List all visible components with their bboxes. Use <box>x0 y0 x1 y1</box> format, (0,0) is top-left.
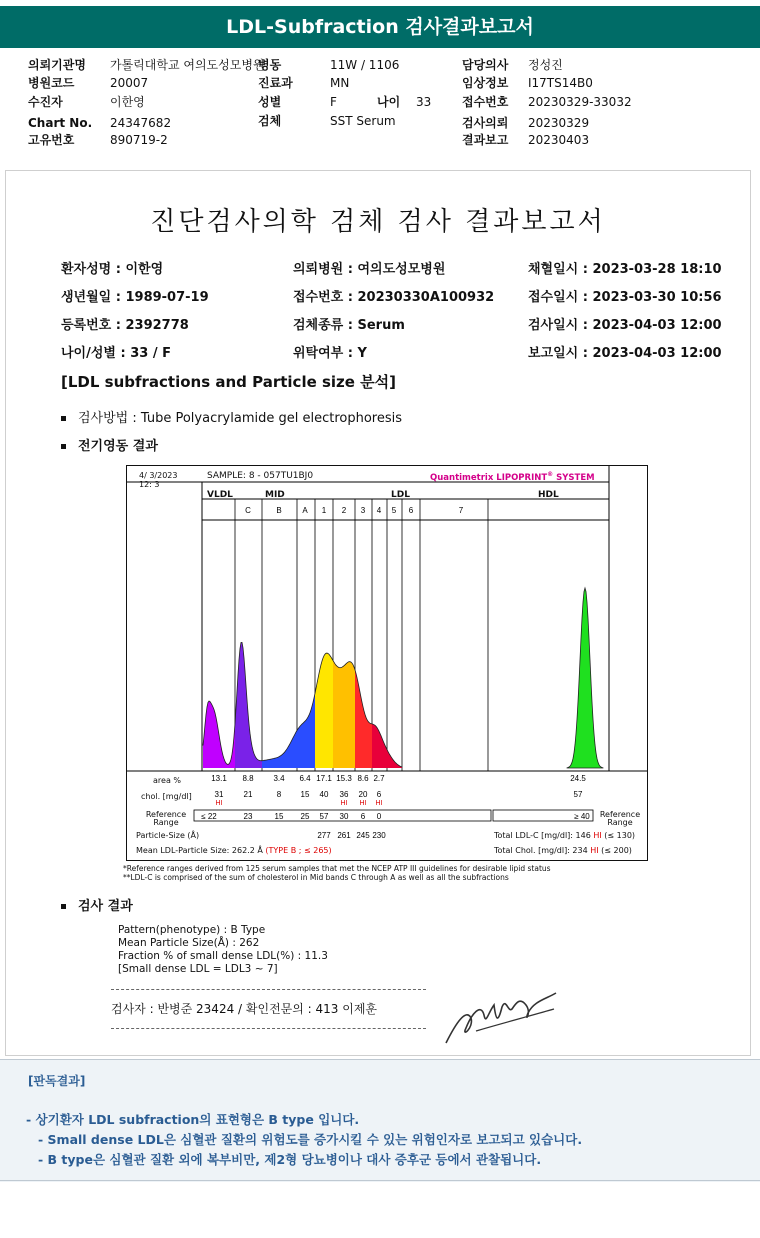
request-label: 검사의뢰 <box>462 116 509 130</box>
electrophoresis-chart <box>126 465 648 861</box>
bullet-icon <box>61 416 66 421</box>
chart-date: 4/ 3/2023 <box>139 471 178 480</box>
hospital-label: 의뢰기관명 <box>28 58 86 72</box>
result-line-1: Pattern(phenotype) : B Type <box>118 924 266 936</box>
result-title: 검사 결과 <box>78 899 133 914</box>
chart-svg <box>127 466 647 860</box>
group-vldl: VLDL <box>207 490 233 500</box>
row-label-chol: chol. [mg/dl] <box>141 792 192 801</box>
chol-value: 36 <box>339 790 349 799</box>
clinical-label: 임상정보 <box>462 76 509 90</box>
test-datetime: 검사일시 : 2023-04-03 12:00 <box>528 318 722 333</box>
chol-value: 21 <box>243 790 253 799</box>
area-value: 8.6 <box>357 774 369 783</box>
doctor-label: 담당의사 <box>462 58 509 72</box>
clinical-value: I17TS14B0 <box>528 76 593 90</box>
code-label: 병원코드 <box>28 76 75 90</box>
area-value: 2.7 <box>373 774 385 783</box>
receipt-value: 20230329-33032 <box>528 95 632 109</box>
ref-value: 15 <box>274 812 284 821</box>
sex-label: 성별 <box>258 95 282 109</box>
dept-value: MN <box>330 76 350 90</box>
row-label-size: Particle-Size (Å) <box>136 831 200 840</box>
bullet-icon <box>61 904 66 909</box>
fraction-area-4 <box>315 653 333 768</box>
band-label-C: C <box>245 506 251 515</box>
specimen-label: 검체 <box>258 114 282 128</box>
electro-title: 전기영동 결과 <box>78 439 158 454</box>
signature-image <box>436 983 566 1053</box>
ref-value: 30 <box>339 812 349 821</box>
report-datetime: 보고일시 : 2023-04-03 12:00 <box>528 346 722 361</box>
group-hdl: HDL <box>538 490 559 500</box>
sex-value: F <box>330 95 337 109</box>
total-chol <box>494 846 632 855</box>
ward-value: 11W / 1106 <box>330 58 400 72</box>
chol-value: 8 <box>276 790 282 799</box>
chol-value: 40 <box>319 790 329 799</box>
interpretation-panel <box>0 1060 760 1182</box>
chol-value: 31 <box>214 790 224 799</box>
receipt-label: 접수번호 <box>462 95 509 109</box>
brand-name: Quantimetrix LIPOPRINT <box>430 472 548 483</box>
referring-hospital: 의뢰병원 : 여의도성모병원 <box>293 262 446 277</box>
collection-datetime: 채혈일시 : 2023-03-28 18:10 <box>528 262 722 277</box>
method-text: 검사방법 : Tube Polyacrylamide gel electrophoresis <box>78 411 403 426</box>
ref-value: 6 <box>360 812 366 821</box>
band-label-6: 6 <box>408 506 414 515</box>
patient-label: 수진자 <box>28 95 63 109</box>
band-label-B: B <box>276 506 282 515</box>
brand-tail: SYSTEM <box>553 472 595 483</box>
ref-value: 23 <box>243 812 253 821</box>
chart-sample: SAMPLE: 8 - 057TU1BJ0 <box>207 471 314 481</box>
chart-label: Chart No. <box>28 116 93 130</box>
particle-size-value: 261 <box>337 831 351 840</box>
hi-flag: HI <box>359 800 367 807</box>
area-value: 3.4 <box>273 774 285 783</box>
accession-number: 접수번호 : 20230330A100932 <box>293 290 495 305</box>
registration-number: 등록번호 : 2392778 <box>61 318 189 333</box>
ref-value: ≥ 40 <box>574 812 590 821</box>
birth-date: 생년월일 : 1989-07-19 <box>61 290 209 305</box>
report-date-value: 20230403 <box>528 133 590 147</box>
particle-size-value: 245 <box>356 831 370 840</box>
chol-value: 15 <box>300 790 310 799</box>
ward-label: 병동 <box>258 58 282 72</box>
outsourced: 위탁여부 : Y <box>293 346 367 361</box>
ref-value: 25 <box>300 812 310 821</box>
interpretation-line-2: - Small dense LDL은 심혈관 질환의 위험도를 증가시킬 수 있는 위험인자로 보고되고 있습니다. <box>38 1132 583 1147</box>
interpretation-line-1: - 상기환자 LDL subfraction의 표현형은 B type 입니다. <box>26 1112 360 1127</box>
total-ldl-value: Total LDL-C [mg/dl]: 146 <box>494 831 591 840</box>
patient-name: 환자성명 : 이한영 <box>61 262 164 277</box>
brand-registered: ® <box>547 471 554 478</box>
code-value: 20007 <box>110 76 149 90</box>
row-label-ref-right: Reference Range <box>599 810 641 827</box>
area-value: 24.5 <box>570 774 586 783</box>
band-label-A: A <box>302 506 308 515</box>
chart-note-1: *Reference ranges derived from 125 serum samples that met the NCEP ATP III guidelines for desirable lipid status <box>123 864 551 873</box>
report-banner-title: LDL-Subfraction 검사결과보고서 <box>0 6 760 48</box>
area-value: 17.1 <box>316 774 332 783</box>
area-value: 13.1 <box>211 774 227 783</box>
chart-note-2: **LDL-C is comprised of the sum of cholesterol in Mid bands C through A as well as all the subfractions <box>123 873 509 882</box>
area-value: 15.3 <box>336 774 352 783</box>
total-ldl-hi: HI <box>593 831 602 840</box>
receipt-datetime: 접수일시 : 2023-03-30 10:56 <box>528 290 722 305</box>
bullet-icon <box>61 444 66 449</box>
mean-type: (TYPE B ; ≤ 265) <box>265 846 332 855</box>
total-chol-value: Total Chol. [mg/dl]: 234 <box>494 846 588 855</box>
report-title: 진단검사의학 검체 검사 결과보고서 <box>150 207 606 237</box>
result-title-line <box>61 895 133 914</box>
section-title: [LDL subfractions and Particle size 분석] <box>61 373 397 391</box>
band-label-7: 7 <box>458 506 464 515</box>
id-value: 890719-2 <box>110 133 168 147</box>
age-value: 33 <box>416 95 432 109</box>
ref-value: 57 <box>319 812 329 821</box>
report-date-label: 결과보고 <box>462 133 509 147</box>
row-label-mean <box>136 846 332 855</box>
result-line-2: Mean Particle Size(Å) : 262 <box>118 937 260 949</box>
total-chol-hi: HI <box>590 846 599 855</box>
specimen-type: 검체종류 : Serum <box>293 318 405 333</box>
interpretation-line-3: - B type은 심혈관 질환 외에 복부비만, 제2형 당뇨병이나 대사 증후군 등에서 관찰됩니다. <box>38 1152 542 1167</box>
signature-line: 검사자 : 반병준 23424 / 확인전문의 : 413 이제훈 <box>111 989 426 1029</box>
specimen-value: SST Serum <box>330 114 396 128</box>
chart-value: 24347682 <box>110 116 172 130</box>
band-label-5: 5 <box>391 506 397 515</box>
band-label-1: 1 <box>321 506 327 515</box>
particle-size-value: 277 <box>317 831 331 840</box>
meta-block <box>0 56 760 152</box>
band-label-3: 3 <box>360 506 366 515</box>
bottom-divider-2 <box>0 1180 760 1181</box>
age-label: 나이 <box>377 95 401 109</box>
hospital-value: 가톨릭대학교 여의도성모병원 <box>110 58 265 72</box>
particle-size-value: 230 <box>372 831 386 840</box>
electro-title-line <box>61 435 158 454</box>
fraction-area-5 <box>333 661 355 768</box>
chart-time: 12: 3 <box>139 480 160 489</box>
row-label-area: area % <box>153 776 181 785</box>
hi-flag: HI <box>340 800 348 807</box>
total-chol-ref: (≤ 200) <box>601 846 632 855</box>
ref-value: 0 <box>376 812 382 821</box>
band-label-4: 4 <box>376 506 382 515</box>
interpretation-heading: [판독결과] <box>28 1074 86 1088</box>
result-line-4: [Small dense LDL = LDL3 ~ 7] <box>118 963 278 975</box>
method-line <box>61 407 402 426</box>
id-label: 고유번호 <box>28 133 75 147</box>
doctor-value: 정성진 <box>528 58 563 72</box>
chol-value: 57 <box>573 790 583 799</box>
hi-flag: HI <box>375 800 383 807</box>
patient-value: 이한영 <box>110 95 145 109</box>
chol-value: 6 <box>376 790 382 799</box>
fraction-area-6 <box>355 670 372 768</box>
area-value: 8.8 <box>242 774 254 783</box>
hdl-peak <box>567 588 603 768</box>
fraction-area-2 <box>262 730 297 768</box>
chol-value: 20 <box>358 790 368 799</box>
row-label-ref: Reference Range <box>145 810 187 827</box>
hi-flag: HI <box>215 800 223 807</box>
total-ldl-ref: (≤ 130) <box>604 831 636 840</box>
request-value: 20230329 <box>528 116 590 130</box>
ref-value: ≤ 22 <box>201 812 217 821</box>
dept-label: 진료과 <box>258 76 293 90</box>
chart-brand <box>430 471 595 483</box>
result-line-3: Fraction % of small dense LDL(%) : 11.3 <box>118 950 328 962</box>
area-value: 6.4 <box>299 774 311 783</box>
mean-size: Mean LDL-Particle Size: 262.2 Å <box>136 846 263 855</box>
total-ldl <box>494 831 635 840</box>
report-document <box>5 170 751 1056</box>
band-label-2: 2 <box>341 506 347 515</box>
age-sex: 나이/성별 : 33 / F <box>61 346 172 361</box>
group-ldl: LDL <box>391 490 410 500</box>
group-mid: MID <box>265 490 285 500</box>
